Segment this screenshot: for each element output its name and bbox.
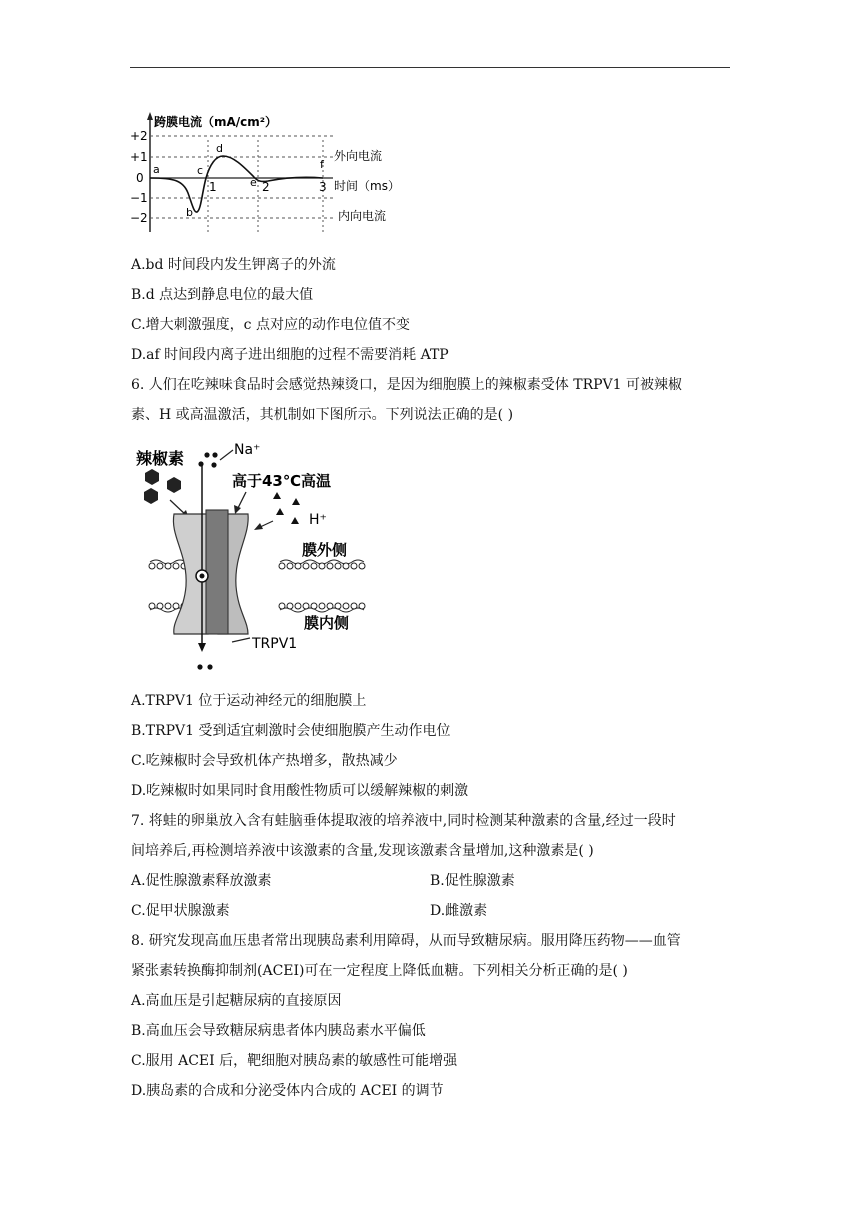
- trpv1-label: TRPV1: [252, 636, 298, 652]
- na-label: Na⁺: [234, 442, 261, 458]
- q5-option-c: C.增大刺激强度，c 点对应的动作电位值不变: [131, 317, 410, 333]
- q6-stem-line2: 素、H 或高温激活，其机制如下图所示。下列说法正确的是( ): [131, 407, 514, 423]
- ytick-plus2: +2: [130, 129, 148, 143]
- point-d: d: [216, 142, 223, 155]
- q7-stem-line1: 7. 将蛙的卵巢放入含有蛙脑垂体提取液的培养液中,同时检测某种激素的含量,经过一段时: [131, 813, 676, 829]
- graph-ylabel: 跨膜电流（mA/cm²）: [154, 115, 278, 129]
- q5-option-b: B.d 点达到静息电位的最大值: [131, 287, 314, 303]
- point-b: b: [186, 206, 193, 219]
- point-f: f: [320, 158, 324, 171]
- trpv1-diagram: [130, 436, 370, 676]
- xtick-3: 3: [319, 180, 327, 194]
- q8-option-d: D.胰岛素的合成和分泌受体内合成的 ACEI 的调节: [131, 1083, 444, 1099]
- q7-option-c: C.促甲状腺激素: [131, 903, 230, 919]
- q5-option-d: D.af 时间段内离子进出细胞的过程不需要消耗 ATP: [131, 347, 449, 363]
- heat-label: 高于43℃高温: [232, 472, 332, 490]
- q7-option-d: D.雌激素: [430, 903, 488, 919]
- outside-label: 膜外侧: [302, 541, 348, 559]
- capsaicin-hexagon-icon: [145, 469, 159, 485]
- point-a: a: [153, 163, 160, 176]
- xtick-2: 2: [262, 180, 270, 194]
- point-e: e: [250, 176, 257, 189]
- graph-xlabel: 时间（ms）: [334, 179, 400, 193]
- inward-label: 内向电流: [338, 209, 387, 223]
- q8-stem-line1: 8. 研究发现高血压患者常出现胰岛素利用障碍，从而导致糖尿病。服用降压药物——血管: [131, 933, 681, 949]
- inside-label: 膜内侧: [304, 614, 350, 632]
- q6-stem-line1: 6. 人们在吃辣味食品时会感觉热辣烫口，是因为细胞膜上的辣椒素受体 TRPV1 可被辣椒: [131, 377, 683, 393]
- trpv1-channel-core: [206, 510, 228, 634]
- q7-stem-line2: 间培养后,再检测培养液中该激素的含量,发现该激素含量增加,这种激素是( ): [131, 843, 594, 859]
- xtick-1: 1: [209, 180, 217, 194]
- ytick-plus1: +1: [130, 150, 148, 164]
- ytick-zero: 0: [136, 171, 144, 185]
- q7-option-b: B.促性腺激素: [430, 873, 515, 889]
- header-rule: [130, 67, 730, 68]
- q7-option-a: A.促性腺激素释放激素: [131, 873, 272, 889]
- capsaicin-label: 辣椒素: [136, 449, 185, 468]
- ytick-minus1: −1: [130, 191, 148, 205]
- q6-option-c: C.吃辣椒时会导致机体产热增多，散热减少: [131, 753, 398, 769]
- q8-option-a: A.高血压是引起糖尿病的直接原因: [131, 993, 342, 1009]
- point-c: c: [197, 164, 204, 177]
- q6-option-a: A.TRPV1 位于运动神经元的细胞膜上: [131, 693, 367, 709]
- q6-option-d: D.吃辣椒时如果同时食用酸性物质可以缓解辣椒的刺激: [131, 783, 469, 799]
- outward-label: 外向电流: [334, 149, 383, 163]
- h-label: H⁺: [309, 512, 327, 528]
- q5-option-a: A.bd 时间段内发生钾离子的外流: [131, 257, 336, 273]
- capsaicin-hexagon-icon: [167, 477, 181, 493]
- q8-option-b: B.高血压会导致糖尿病患者体内胰岛素水平偏低: [131, 1023, 426, 1039]
- membrane-current-graph: [128, 108, 408, 236]
- q6-option-b: B.TRPV1 受到适宜刺激时会使细胞膜产生动作电位: [131, 723, 451, 739]
- q8-stem-line2: 紧张素转换酶抑制剂(ACEI)可在一定程度上降低血糖。下列相关分析正确的是( ): [131, 963, 628, 979]
- ytick-minus2: −2: [130, 211, 148, 225]
- lipid-heads: [149, 563, 365, 609]
- capsaicin-hexagon-icon: [144, 488, 158, 504]
- q8-option-c: C.服用 ACEI 后，靶细胞对胰岛素的敏感性可能增强: [131, 1053, 458, 1069]
